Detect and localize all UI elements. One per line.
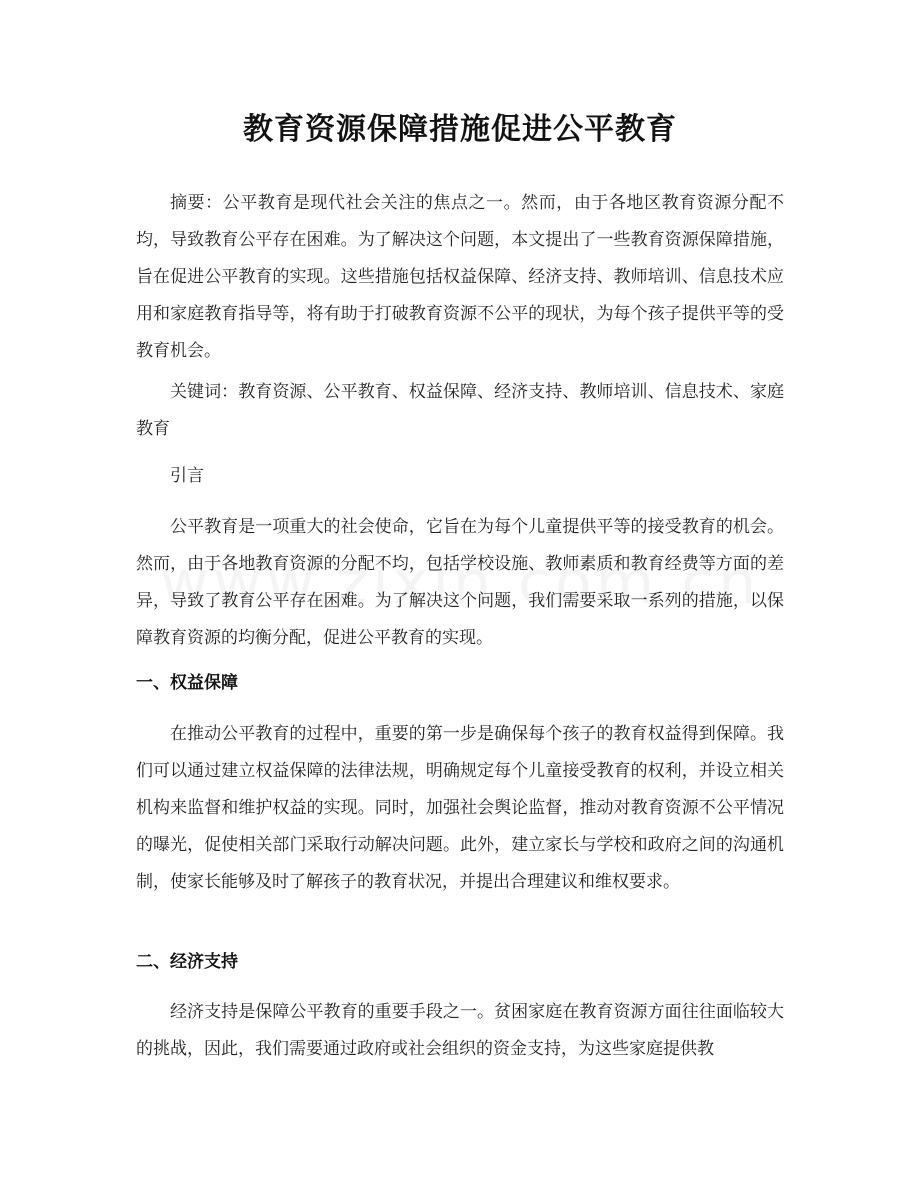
document-title: 教育资源保障措施促进公平教育 xyxy=(243,112,677,147)
section-heading-economic: 二、经济支持 xyxy=(136,952,238,972)
section-heading-rights: 一、权益保障 xyxy=(136,673,238,693)
keywords-paragraph: 关键词：教育资源、公平教育、权益保障、经济支持、教师培训、信息技术、家庭教育 xyxy=(136,382,784,439)
abstract-paragraph: 摘要：公平教育是现代社会关注的焦点之一。然而，由于各地区教育资源分配不均，导致教育公平存在困难。为了解决这个问题，本文提出了一些教育资源保障措施，旨在促进公平教育的实现。这些措施包括权益保障、经济支持、教师培训、信息技术应用和家庭教育指导等，将有助于打破教育资源不公平的现状，为每个孩子提供平等的受教育机会。 xyxy=(136,193,784,361)
intro-paragraph: 公平教育是一项重大的社会使命，它旨在为每个儿童提供平等的接受教育的机会。然而，由于各地教育资源的分配不均，包括学校设施、教师素质和教育经费等方面的差异，导致了教育公平存在困难。为了解决这个问题，我们需要采取一系列的措施，以保障教育资源的均衡分配，促进公平教育的实现。 xyxy=(136,517,784,648)
section-paragraph-economic: 经济支持是保障公平教育的重要手段之一。贫困家庭在教育资源方面往往面临较大的挑战，因此，我们需要通过政府或社会组织的资金支持，为这些家庭提供教 xyxy=(136,1002,784,1059)
intro-label: 引言 xyxy=(170,466,204,486)
section-paragraph-rights: 在推动公平教育的过程中，重要的第一步是确保每个孩子的教育权益得到保障。我们可以通过建立权益保障的法律法规，明确规定每个儿童接受教育的权利，并设立相关机构来监督和维护权益的实现。同时，加强社会舆论监督，推动对教育资源不公平情况的曝光，促使相关部门采取行动解决问题。此外，建立家长与学校和政府之间的沟通机制，使家长能够及时了解孩子的教育状况，并提出合理建议和维权要求。 xyxy=(136,724,784,892)
